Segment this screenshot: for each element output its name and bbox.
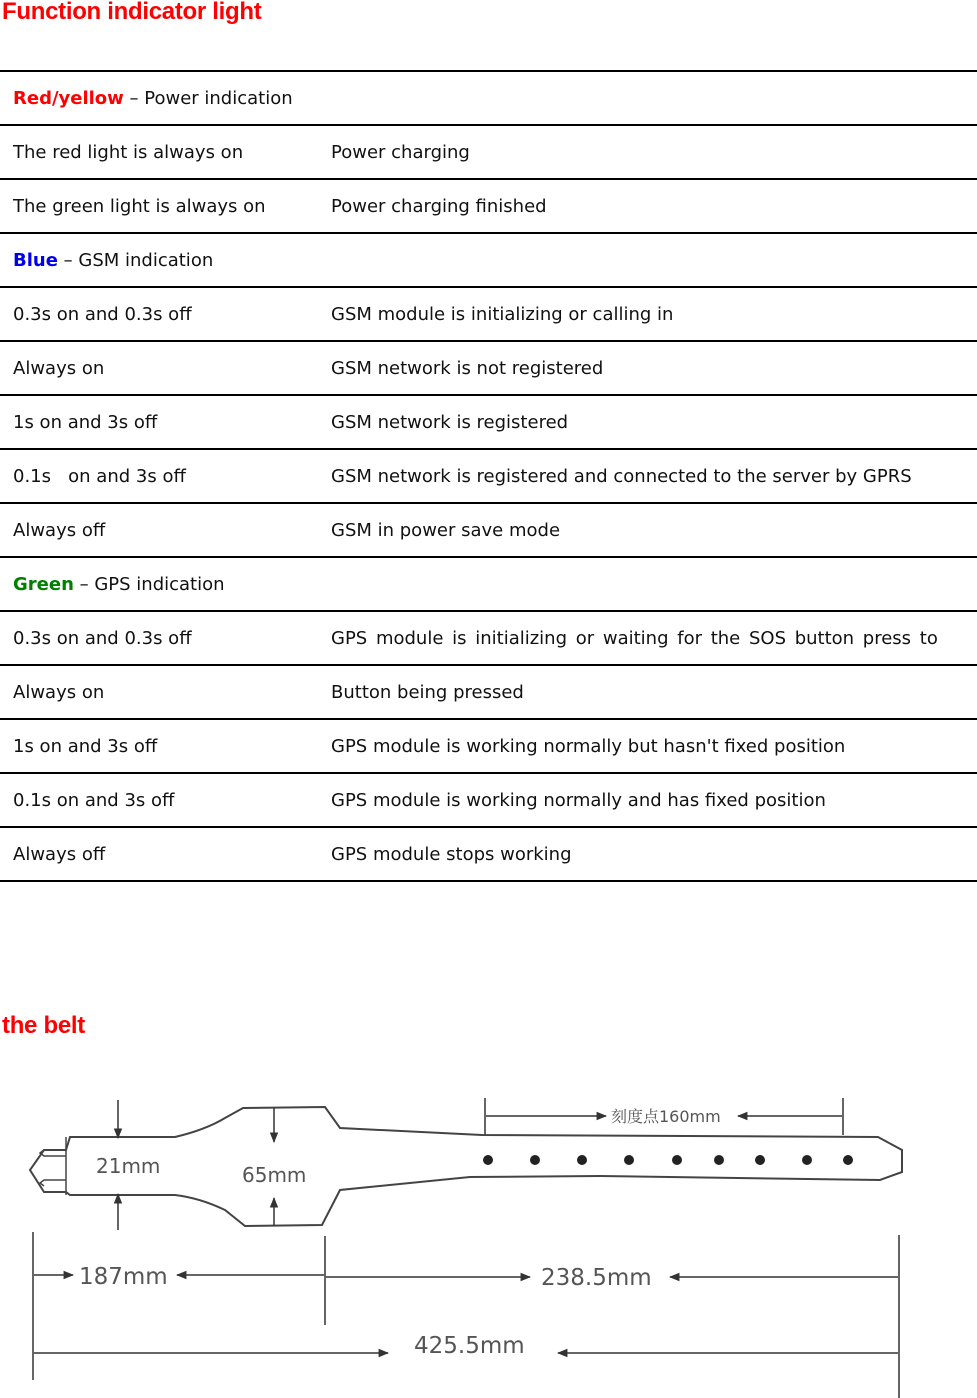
- dim-label-narrow: 21mm: [96, 1154, 161, 1178]
- light-state: 0.1s on and 3s off: [0, 773, 318, 827]
- belt-hole: [530, 1155, 540, 1165]
- group-description: – Power indication: [123, 87, 293, 109]
- light-state: 1s on and 3s off: [0, 395, 318, 449]
- light-state: The green light is always on: [0, 179, 318, 233]
- table-row: [0, 125, 977, 179]
- light-meaning: GPS module is working normally but hasn't fixed position: [318, 719, 977, 773]
- belt-diagram: [0, 1080, 977, 1398]
- light-state: 0.1s on and 3s off: [0, 449, 318, 503]
- group-description: – GPS indication: [73, 573, 225, 595]
- group-header-cell: [0, 71, 977, 125]
- group-header-green: [0, 557, 977, 611]
- group-header-blue: [0, 233, 977, 287]
- indicator-light-table: [0, 70, 977, 882]
- light-state: 1s on and 3s off: [0, 719, 318, 773]
- table-row: [0, 719, 977, 773]
- dim-label-right-length: 238.5mm: [541, 1265, 652, 1291]
- light-meaning: GSM network is registered: [318, 395, 977, 449]
- group-description: – GSM indication: [57, 249, 214, 271]
- light-state: Always off: [0, 827, 318, 881]
- table-row: [0, 341, 977, 395]
- group-name-red-yellow: Red/yellow: [13, 87, 124, 109]
- dim-label-wide: 65mm: [242, 1163, 307, 1187]
- group-name-blue: Blue: [13, 249, 58, 271]
- light-meaning: Power charging: [318, 125, 977, 179]
- belt-hole: [483, 1155, 493, 1165]
- group-header-cell: [0, 233, 977, 287]
- light-meaning: GPS module stops working: [318, 827, 977, 881]
- light-meaning: GSM network is registered and connected to the server by GPRS: [318, 449, 977, 503]
- belt-hole: [755, 1155, 765, 1165]
- belt-hole: [802, 1155, 812, 1165]
- light-state: 0.3s on and 0.3s off: [0, 287, 318, 341]
- table-row: [0, 611, 977, 665]
- table-row: [0, 827, 977, 881]
- light-meaning: GSM in power save mode: [318, 503, 977, 557]
- belt-hole: [714, 1155, 724, 1165]
- table-row: [0, 449, 977, 503]
- table-row: [0, 503, 977, 557]
- table-row: [0, 179, 977, 233]
- light-meaning: GSM module is initializing or calling in: [318, 287, 977, 341]
- belt-buckle-teeth: [40, 1137, 66, 1195]
- section-title-function-indicator-light: Function indicator light: [2, 0, 262, 25]
- light-meaning: Power charging finished: [318, 179, 977, 233]
- dim-length-extension-lines: [33, 1232, 899, 1398]
- belt-outline: [30, 1107, 902, 1226]
- group-header-cell: [0, 557, 977, 611]
- table-row: [0, 395, 977, 449]
- group-name-green: Green: [13, 573, 74, 595]
- belt-hole: [672, 1155, 682, 1165]
- light-meaning: GSM network is not registered: [318, 341, 977, 395]
- dim-label-hole-span: 刻度点160mm: [611, 1107, 721, 1126]
- belt-hole: [843, 1155, 853, 1165]
- table-row: [0, 665, 977, 719]
- belt-hole: [577, 1155, 587, 1165]
- belt-hole: [624, 1155, 634, 1165]
- belt-holes: [483, 1155, 853, 1165]
- table-row: [0, 773, 977, 827]
- light-meaning: GPS module is working normally and has fixed position: [318, 773, 977, 827]
- table-row: [0, 287, 977, 341]
- dim-label-left-length: 187mm: [79, 1264, 168, 1290]
- light-state: Always off: [0, 503, 318, 557]
- section-title-the-belt: the belt: [2, 1012, 85, 1039]
- light-state: Always on: [0, 341, 318, 395]
- group-header-red-yellow: [0, 71, 977, 125]
- light-meaning: Button being pressed: [318, 665, 977, 719]
- light-state: Always on: [0, 665, 318, 719]
- light-state: 0.3s on and 0.3s off: [0, 611, 318, 665]
- light-state: The red light is always on: [0, 125, 318, 179]
- light-meaning: GPS module is initializing or waiting for the SOS button press to: [318, 611, 977, 665]
- dim-label-total-length: 425.5mm: [414, 1333, 525, 1359]
